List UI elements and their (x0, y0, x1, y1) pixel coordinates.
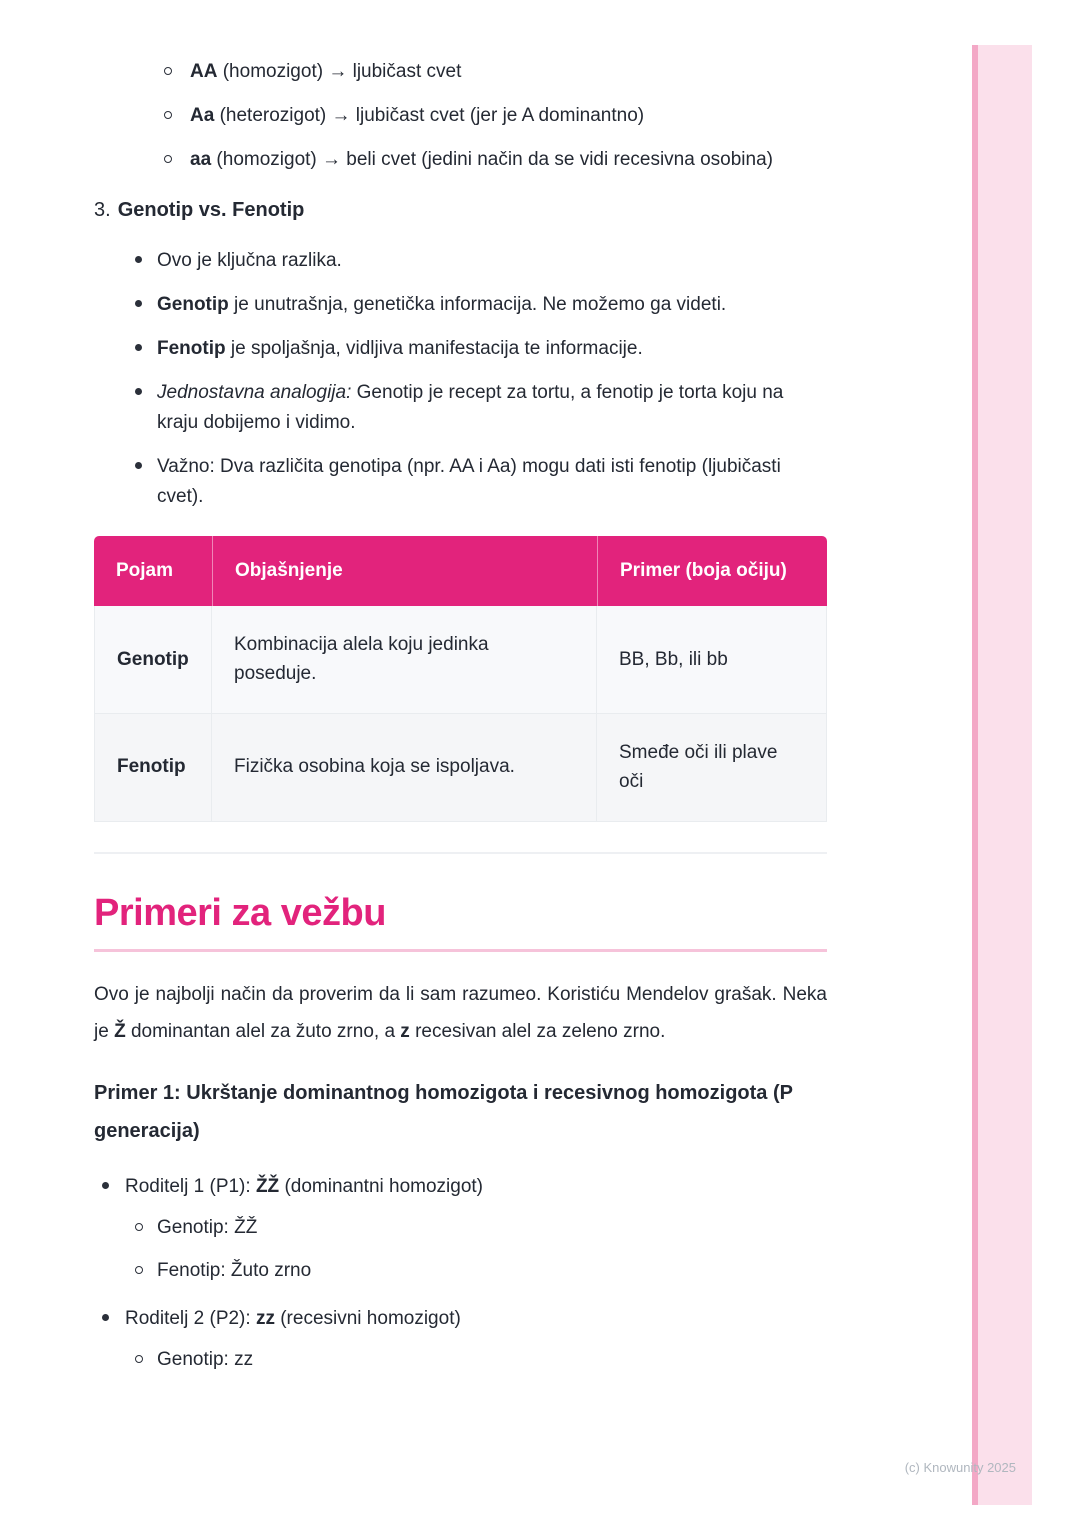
section-number: 3. (94, 199, 111, 222)
list-item (94, 246, 827, 276)
italic-lead: Jednostavna analogija: (157, 382, 352, 404)
document-content (94, 0, 827, 1393)
bullet-rest: Genotip je recept za tortu, a fenotip je torta koju na kraju dobijemo i vidimo. (157, 382, 784, 434)
table-cell-pojam: Fenotip (94, 714, 212, 822)
allele-term: Aa (190, 105, 215, 127)
section-title-text: Genotip vs. Fenotip (117, 199, 305, 222)
table-cell-primer: BB, Bb, ili bb (597, 606, 827, 714)
parent-genotype: zz (255, 1307, 275, 1329)
parent-sublist (125, 1213, 827, 1286)
section-bullet-list (94, 246, 827, 512)
list-item-text: Genotip: ŽŽ (157, 1216, 258, 1238)
genotype-phenotype-table (94, 536, 827, 821)
list-item-text (190, 105, 644, 126)
parent-rest: (recesivni homozigot) (274, 1307, 461, 1329)
table-header-objasnjenje: Objašnjenje (212, 536, 597, 606)
allele-term: AA (190, 61, 218, 82)
table-cell-objasnjenje: Kombinacija alela koju jedinka poseduje. (212, 606, 597, 714)
list-item (125, 1213, 827, 1243)
bullet-icon (135, 300, 142, 307)
list-item (125, 1345, 827, 1375)
allele-symbol-dominant: Ž (114, 1020, 126, 1042)
keyword: Fenotip (157, 338, 226, 360)
hollow-bullet-icon (164, 155, 172, 163)
parent-genotype: ŽŽ (255, 1175, 280, 1197)
bullet-icon (135, 344, 142, 351)
bullet-rest: je unutrašnja, genetička informacija. Ne možemo ga videti. (228, 294, 727, 316)
bullet-icon (102, 1314, 109, 1321)
allele-term: aa (190, 149, 212, 171)
hollow-bullet-icon (164, 111, 172, 119)
list-item-text: Ovo je ključna razlika. (157, 250, 342, 272)
list-item (125, 1256, 827, 1286)
parent-sublist (125, 1345, 827, 1375)
bullet-rest: je spoljašnja, vidljiva manifestacija te informacije. (225, 338, 643, 360)
allele-desc: (homozigot) → ljubičast cvet (217, 61, 462, 82)
table-cell-pojam: Genotip (94, 606, 212, 714)
table-cell-objasnjenje: Fizička osobina koja se ispoljava. (212, 714, 597, 822)
keyword: Genotip (157, 294, 229, 316)
table-row (94, 606, 827, 714)
parent-lead: Roditelj 2 (P2): (125, 1307, 256, 1329)
intro-text: recesivan alel za zeleno zrno. (409, 1020, 666, 1042)
list-item (94, 452, 827, 512)
intro-text: Ovo je najbolji način da proverim da li sam razumeo. Koristiću Mendelov grašak. Neka je (94, 983, 827, 1042)
list-item (94, 57, 827, 87)
list-item (94, 145, 827, 175)
list-item-text (157, 338, 643, 359)
list-item (94, 334, 827, 364)
list-item-text (190, 149, 773, 170)
list-item-text: Važno: Dva različita genotipa (npr. AA i Aa) mogu dati isti fenotip (ljubičasti cvet). (157, 456, 781, 508)
example-heading: Primer 1: Ukrštanje dominantnog homozigota i recesivnog homozigota (P generacija) (94, 1081, 793, 1142)
list-item-text (157, 294, 726, 315)
list-item-text (125, 1176, 483, 1197)
list-item (94, 1172, 827, 1286)
bullet-icon (135, 388, 142, 395)
page-edge-stripe (978, 45, 1032, 1505)
parent-lead: Roditelj 1 (P1): (125, 1175, 256, 1197)
hollow-bullet-icon (164, 67, 172, 75)
copyright-note: (c) Knowunity 2025 (904, 1460, 1016, 1475)
table-header-row (94, 536, 827, 606)
table-cell-primer: Smeđe oči ili plave oči (597, 714, 827, 822)
list-item-text (157, 382, 783, 433)
bullet-icon (135, 462, 142, 469)
list-item (94, 378, 827, 438)
parents-list (94, 1172, 827, 1375)
list-item-text (190, 61, 461, 82)
section-divider (94, 852, 827, 854)
section-heading (94, 199, 827, 222)
table-header-pojam: Pojam (94, 536, 212, 606)
intro-text: dominantan alel za žuto zrno, a (125, 1020, 401, 1042)
list-item-text: Genotip: zz (157, 1348, 254, 1370)
parent-rest: (dominantni homozigot) (279, 1175, 483, 1197)
allele-desc: (heterozigot) → ljubičast cvet (jer je A dominantno) (214, 105, 645, 127)
page-heading: Primeri za vežbu (94, 892, 827, 952)
hollow-bullet-icon (135, 1223, 143, 1231)
list-item (94, 290, 827, 320)
list-item-text: Fenotip: Žuto zrno (157, 1259, 312, 1281)
table-row (94, 714, 827, 822)
list-item-text (125, 1308, 461, 1329)
hollow-bullet-icon (135, 1266, 143, 1274)
list-item (94, 1304, 827, 1375)
allele-desc: (homozigot) → beli cvet (jedini način da se vidi recesivna osobina) (211, 149, 773, 171)
allele-sublist (94, 57, 827, 175)
bullet-icon (135, 256, 142, 263)
table-header-primer: Primer (boja očiju) (597, 536, 827, 606)
list-item (94, 101, 827, 131)
intro-paragraph (94, 976, 827, 1050)
allele-symbol-recessive: z (400, 1020, 410, 1042)
bullet-icon (102, 1182, 109, 1189)
hollow-bullet-icon (135, 1355, 143, 1363)
